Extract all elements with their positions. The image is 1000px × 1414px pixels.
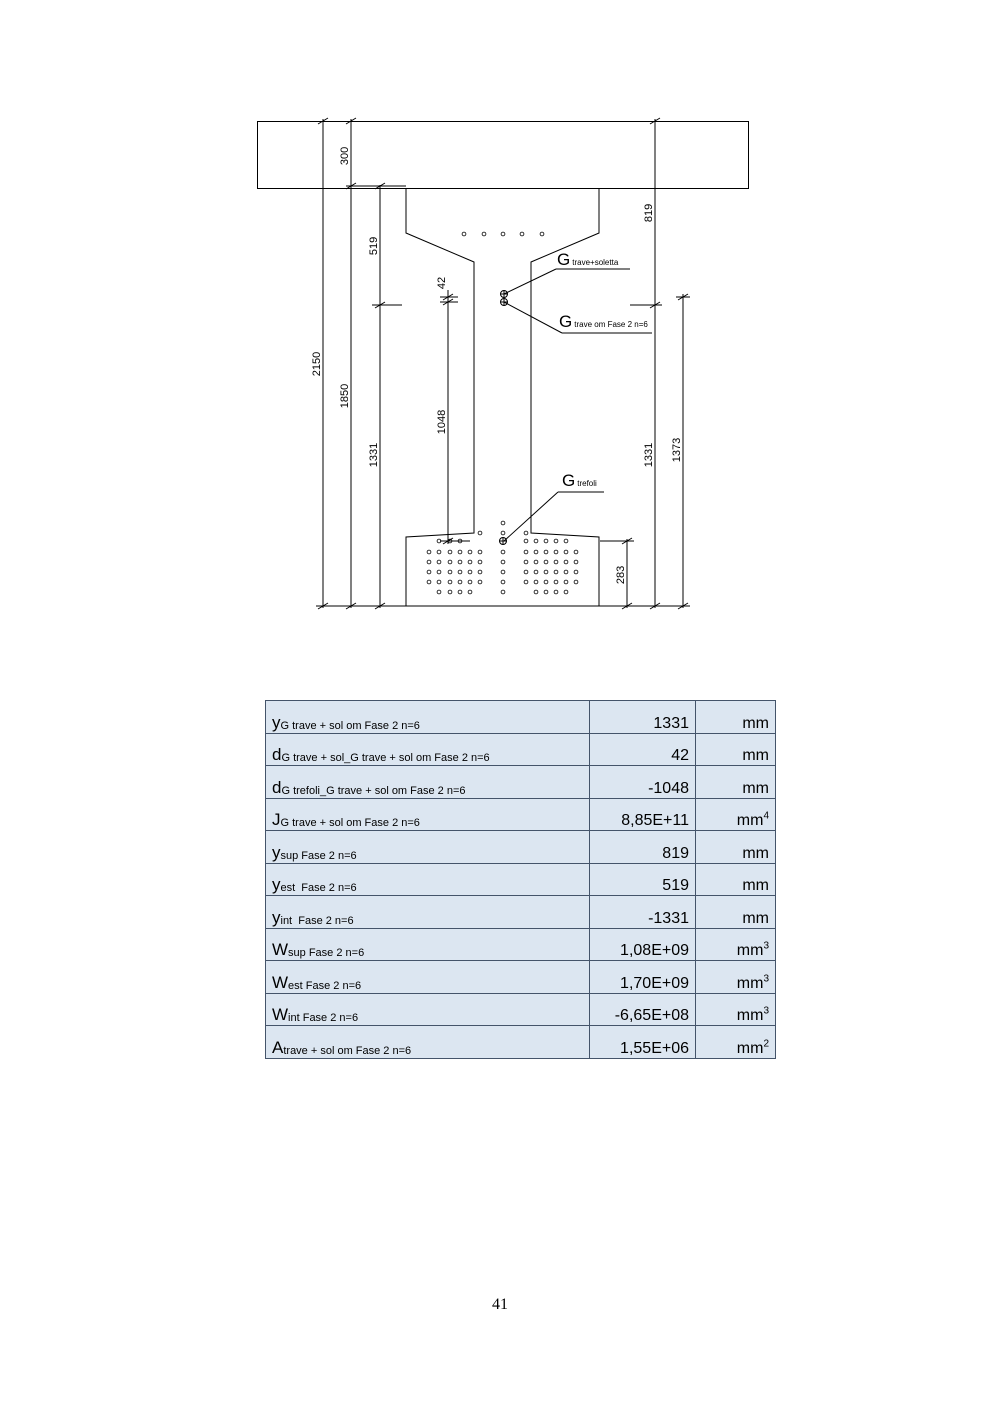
property-value: 8,85E+11	[590, 798, 696, 831]
strand-circle	[534, 580, 538, 584]
property-label	[266, 733, 590, 766]
strand-circle	[564, 539, 568, 543]
dim-519: 519	[368, 236, 380, 256]
unit-base: mm	[736, 1007, 764, 1024]
strand-circle	[448, 580, 452, 584]
unit-base: mm	[742, 714, 769, 732]
property-value: 519	[590, 863, 696, 896]
strand-circle	[534, 590, 538, 594]
strand-circle	[544, 539, 548, 543]
dim-300: 300	[339, 146, 351, 166]
strand-circle	[437, 560, 441, 564]
strand-circle	[524, 550, 528, 554]
strand-circle	[554, 580, 558, 584]
unit-base: mm	[736, 974, 764, 992]
strand-circle	[524, 570, 528, 574]
strand-circle	[437, 590, 441, 594]
property-symbol: d	[272, 745, 282, 764]
strand-circle	[524, 560, 528, 564]
table-row	[266, 798, 776, 831]
strand-circle	[458, 580, 462, 584]
strand-circle	[534, 560, 538, 564]
strand-circle	[448, 560, 452, 564]
strand-circle	[574, 580, 578, 584]
property-symbol: A	[272, 1037, 284, 1057]
table-row	[266, 831, 776, 864]
property-symbol: y	[272, 875, 281, 894]
strand-circle	[544, 580, 548, 584]
strand-circle	[524, 580, 528, 584]
strand-circle	[524, 539, 528, 543]
dim-1331-left: 1331	[368, 442, 380, 468]
property-value: 1,70E+09	[590, 961, 696, 994]
label-g-trefoli: Gtrefoli	[562, 471, 597, 490]
strand-circle	[554, 539, 558, 543]
dim-42: 42	[436, 276, 448, 290]
property-unit	[696, 993, 776, 1026]
unit-base: mm	[736, 1039, 764, 1057]
property-symbol: W	[272, 972, 289, 992]
strand-circle	[468, 550, 472, 554]
dim-1048: 1048	[436, 409, 448, 435]
strand-circle	[534, 550, 538, 554]
property-value: 1,55E+06	[590, 1026, 696, 1059]
strand-circle	[437, 580, 441, 584]
property-subscript: int Fase 2 n=6	[280, 914, 354, 927]
strand-circle	[564, 550, 568, 554]
strand-circle	[458, 590, 462, 594]
strand-circle	[574, 570, 578, 574]
property-symbol: y	[272, 907, 281, 927]
strand-circle	[554, 560, 558, 564]
property-subscript: G trave + sol_G trave + sol om Fase 2 n=6	[281, 752, 490, 764]
strand-circle	[524, 531, 528, 535]
strand-circle	[544, 590, 548, 594]
strand-circle	[478, 560, 482, 564]
unit-base: mm	[742, 779, 769, 797]
property-subscript: G trefoli_G trave + sol om Fase 2 n=6	[281, 784, 466, 797]
strand-circle	[458, 550, 462, 554]
strand-circle	[520, 232, 524, 236]
strand-circle	[501, 232, 505, 236]
property-value: 42	[590, 733, 696, 766]
property-subscript: G trave + sol om Fase 2 n=6	[280, 719, 420, 732]
strand-circle	[534, 539, 538, 543]
strand-circle	[540, 232, 544, 236]
property-unit	[696, 961, 776, 994]
table-row	[266, 993, 776, 1026]
strand-circle	[448, 570, 452, 574]
table-row	[266, 1026, 776, 1059]
strand-circle	[554, 550, 558, 554]
property-unit	[696, 928, 776, 961]
strand-circle	[554, 590, 558, 594]
unit-exponent: 3	[763, 973, 769, 985]
strand-circle	[564, 580, 568, 584]
strand-circle	[478, 580, 482, 584]
property-unit	[696, 863, 776, 896]
strand-circle	[501, 590, 505, 594]
beam-cross-section-drawing	[0, 0, 1000, 660]
property-subscript: trave + sol om Fase 2 n=6	[283, 1044, 412, 1057]
strand-circle	[478, 531, 482, 535]
strand-circle	[544, 560, 548, 564]
slab-outline	[258, 122, 749, 189]
strand-circle	[501, 580, 505, 584]
property-label	[266, 961, 590, 994]
property-symbol: y	[272, 712, 281, 732]
property-unit	[696, 701, 776, 734]
unit-exponent: 3	[763, 940, 769, 952]
strand-circle	[427, 570, 431, 574]
strand-circle	[501, 550, 505, 554]
property-unit	[696, 798, 776, 831]
property-label	[266, 1026, 590, 1059]
property-subscript: sup Fase 2 n=6	[288, 947, 365, 959]
property-symbol: W	[272, 1005, 289, 1024]
property-label	[266, 993, 590, 1026]
table-row	[266, 961, 776, 994]
strand-circle	[564, 590, 568, 594]
strand-circle	[468, 560, 472, 564]
strand-circle	[478, 570, 482, 574]
table-row	[266, 896, 776, 929]
unit-base: mm	[742, 909, 769, 927]
strand-circle	[564, 560, 568, 564]
table-row	[266, 701, 776, 734]
dim-2150: 2150	[311, 351, 323, 377]
property-unit	[696, 733, 776, 766]
strand-circle	[448, 550, 452, 554]
unit-base: mm	[742, 747, 769, 764]
strand-circle	[501, 521, 505, 525]
property-label	[266, 896, 590, 929]
property-unit	[696, 831, 776, 864]
property-label	[266, 831, 590, 864]
dim-819: 819	[643, 203, 655, 223]
dim-1331-right: 1331	[643, 442, 655, 468]
label-g-trave-om: Gtrave om Fase 2 n=6	[559, 312, 648, 331]
property-label	[266, 798, 590, 831]
strand-circle	[468, 580, 472, 584]
strand-circle	[554, 570, 558, 574]
property-unit	[696, 1026, 776, 1059]
strand-circle	[427, 560, 431, 564]
strand-circle	[478, 550, 482, 554]
property-symbol: d	[272, 777, 282, 797]
strand-circle	[544, 570, 548, 574]
property-value: -1331	[590, 896, 696, 929]
strand-circle	[448, 590, 452, 594]
strand-circle	[544, 550, 548, 554]
property-symbol: J	[272, 810, 281, 829]
property-value: -6,65E+08	[590, 993, 696, 1026]
section-properties-table	[265, 700, 776, 1059]
dim-283: 283	[615, 565, 627, 585]
property-value: -1048	[590, 766, 696, 799]
strand-circle	[458, 570, 462, 574]
strand-circle	[462, 232, 466, 236]
unit-base: mm	[736, 942, 764, 959]
strand-circle	[468, 590, 472, 594]
unit-base: mm	[742, 844, 769, 862]
property-subscript: sup Fase 2 n=6	[280, 849, 357, 862]
unit-base: mm	[736, 812, 764, 829]
strand-circle	[437, 550, 441, 554]
page-number: 41	[492, 1296, 508, 1313]
property-value: 1331	[590, 701, 696, 734]
dim-1373: 1373	[671, 437, 683, 463]
strand-circle	[564, 570, 568, 574]
property-value: 1,08E+09	[590, 928, 696, 961]
strand-circle	[427, 550, 431, 554]
strand-circle	[468, 570, 472, 574]
strand-circle	[482, 232, 486, 236]
unit-exponent: 4	[763, 810, 769, 822]
property-label	[266, 766, 590, 799]
unit-exponent: 3	[763, 1005, 769, 1017]
strand-circle	[534, 570, 538, 574]
property-unit	[696, 896, 776, 929]
property-symbol: W	[272, 940, 289, 959]
strand-circle	[437, 570, 441, 574]
property-symbol: y	[272, 842, 281, 862]
property-subscript: est Fase 2 n=6	[280, 882, 357, 894]
property-label	[266, 863, 590, 896]
property-unit	[696, 766, 776, 799]
strand-circle	[574, 550, 578, 554]
strand-circle	[458, 560, 462, 564]
table-row	[266, 766, 776, 799]
dim-1850: 1850	[339, 383, 351, 409]
property-subscript: est Fase 2 n=6	[288, 979, 362, 992]
strand-circle	[501, 570, 505, 574]
strand-circle	[501, 560, 505, 564]
table-row	[266, 863, 776, 896]
strand-circle	[427, 580, 431, 584]
unit-base: mm	[742, 877, 769, 894]
label-g-trave-soletta: Gtrave+soletta	[557, 250, 619, 269]
unit-exponent: 2	[763, 1038, 769, 1050]
property-label	[266, 928, 590, 961]
property-subscript: G trave + sol om Fase 2 n=6	[280, 817, 420, 829]
strand-circle	[501, 531, 505, 535]
table-row	[266, 928, 776, 961]
property-subscript: int Fase 2 n=6	[288, 1012, 359, 1024]
property-value: 819	[590, 831, 696, 864]
table-row	[266, 733, 776, 766]
strand-circle	[574, 560, 578, 564]
property-label	[266, 701, 590, 734]
